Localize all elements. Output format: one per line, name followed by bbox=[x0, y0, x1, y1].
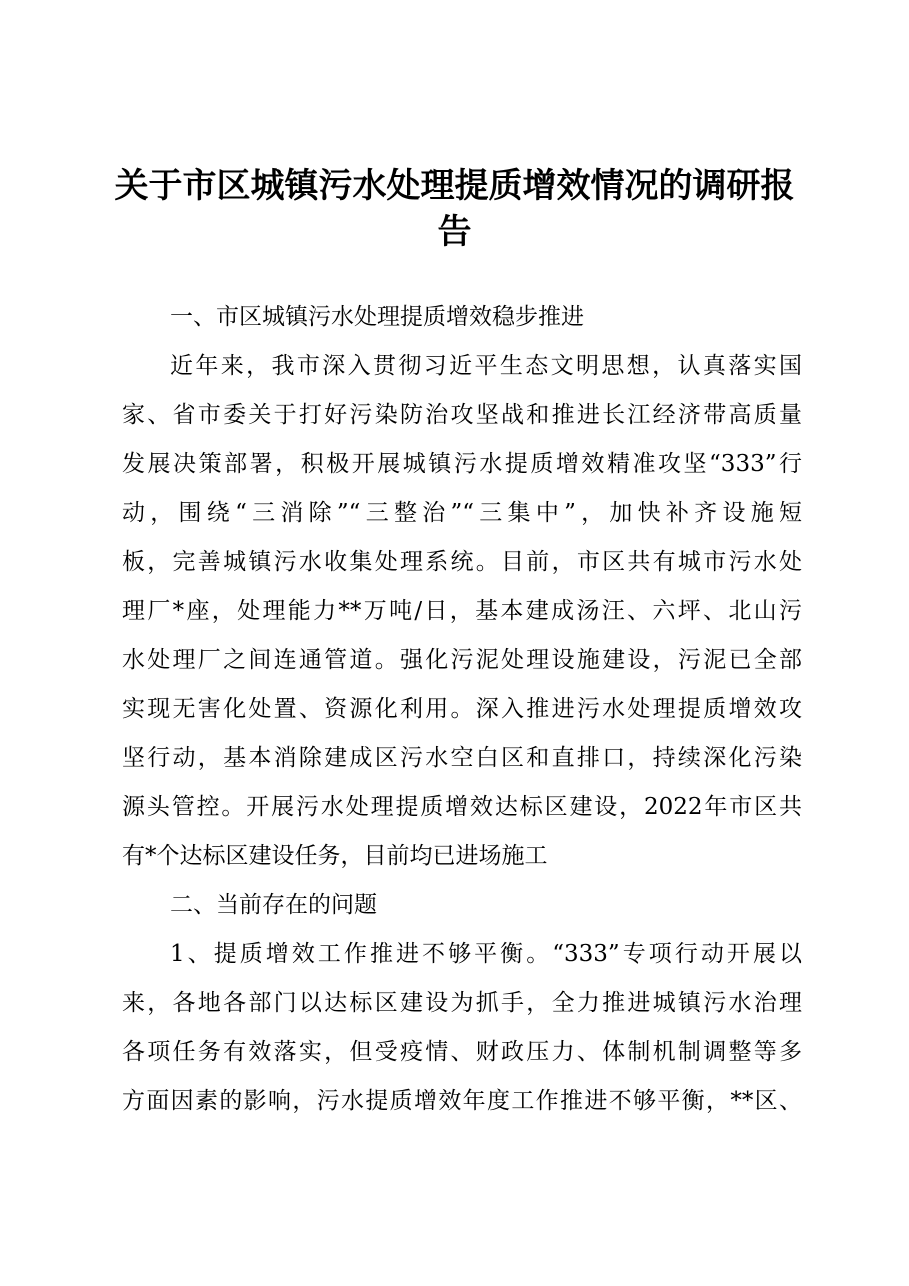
paragraph-1-line: 近年来，我市深入贯彻习近平生态文明思想，认真落实国 bbox=[170, 353, 802, 379]
document-title-line-2: 告 bbox=[437, 212, 472, 252]
paragraph-1-line: 发展决策部署，积极开展城镇污水提质增效精准攻坚“333”行 bbox=[122, 451, 802, 477]
paragraph-2-line: 各项任务有效落实，但受疫情、财政压力、体制机制调整等多 bbox=[122, 1039, 802, 1065]
paragraph-1-line: 源头管控。开展污水处理提质增效达标区建设，2022年市区共 bbox=[122, 794, 802, 820]
paragraph-1-line: 水处理厂之间连通管道。强化污泥处理设施建设，污泥已全部 bbox=[122, 647, 802, 673]
paragraph-1-line: 实现无害化处置、资源化利用。深入推进污水处理提质增效攻 bbox=[122, 696, 802, 722]
paragraph-1-line: 动，围绕“三消除”“三整治”“三集中”，加快补齐设施短 bbox=[122, 500, 802, 526]
paragraph-1-line: 坚行动，基本消除建成区污水空白区和直排口，持续深化污染 bbox=[122, 745, 802, 771]
section-2-heading: 二、当前存在的问题 bbox=[170, 892, 377, 918]
paragraph-2-line: 1、提质增效工作推进不够平衡。“333”专项行动开展以 bbox=[170, 941, 802, 967]
paragraph-1-line: 家、省市委关于打好污染防治攻坚战和推进长江经济带高质量 bbox=[122, 402, 802, 428]
paragraph-1-line: 板，完善城镇污水收集处理系统。目前，市区共有城市污水处 bbox=[122, 549, 802, 575]
section-1-heading: 一、市区城镇污水处理提质增效稳步推进 bbox=[170, 304, 584, 330]
paragraph-2-line: 来，各地各部门以达标区建设为抓手，全力推进城镇污水治理 bbox=[122, 990, 802, 1016]
paragraph-2-line: 方面因素的影响，污水提质增效年度工作推进不够平衡，**区、 bbox=[122, 1088, 802, 1114]
document-title-line-1: 关于市区城镇污水处理提质增效情况的调研报 bbox=[114, 166, 795, 206]
paragraph-1-line: 有*个达标区建设任务，目前均已进场施工 bbox=[122, 843, 548, 869]
paragraph-1-line: 理厂*座，处理能力**万吨/日，基本建成汤汪、六坪、北山污 bbox=[122, 598, 802, 624]
